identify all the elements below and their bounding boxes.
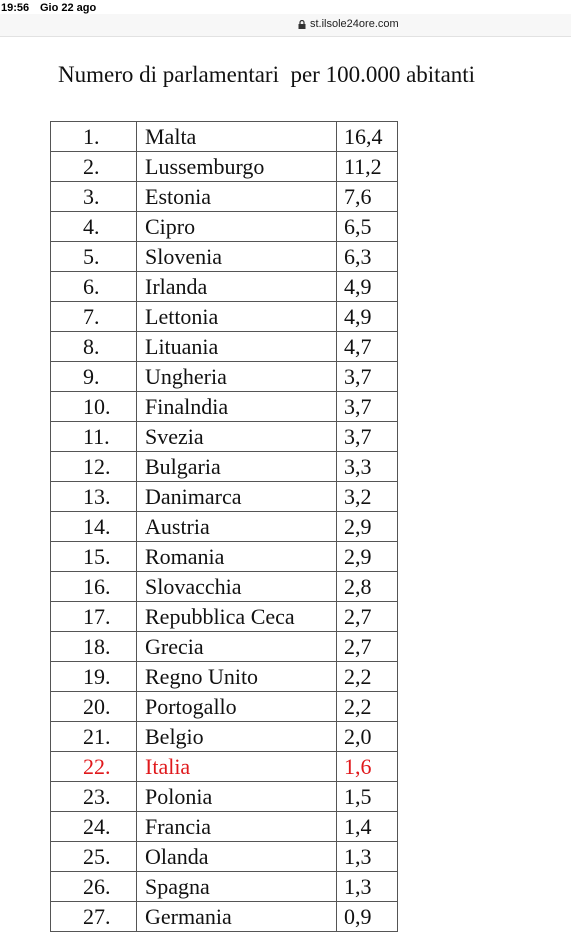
- value-cell: 6,3: [337, 242, 398, 272]
- country-cell: Belgio: [137, 722, 337, 752]
- table-row: [51, 572, 398, 602]
- rank-cell: 11.: [51, 422, 137, 452]
- country-cell: Bulgaria: [137, 452, 337, 482]
- country-cell: Estonia: [137, 182, 337, 212]
- table-row: [51, 212, 398, 242]
- value-cell: 2,8: [337, 572, 398, 602]
- table-row: [51, 512, 398, 542]
- rank-cell: 24.: [51, 812, 137, 842]
- rank-cell: 21.: [51, 722, 137, 752]
- value-cell: 3,7: [337, 422, 398, 452]
- rank-cell: 8.: [51, 332, 137, 362]
- value-cell: 4,9: [337, 272, 398, 302]
- table-row: [51, 752, 398, 782]
- rank-cell: 27.: [51, 902, 137, 932]
- lock-icon: [298, 20, 306, 29]
- value-cell: 1,5: [337, 782, 398, 812]
- value-cell: 2,9: [337, 512, 398, 542]
- table-row: [51, 602, 398, 632]
- rank-cell: 17.: [51, 602, 137, 632]
- country-cell: Regno Unito: [137, 662, 337, 692]
- country-cell: Cipro: [137, 212, 337, 242]
- value-cell: 11,2: [337, 152, 398, 182]
- value-cell: 16,4: [337, 122, 398, 152]
- rank-cell: 4.: [51, 212, 137, 242]
- rank-cell: 1.: [51, 122, 137, 152]
- table-row: [51, 302, 398, 332]
- table-row: [51, 662, 398, 692]
- rank-cell: 5.: [51, 242, 137, 272]
- value-cell: 1,3: [337, 842, 398, 872]
- value-cell: 2,9: [337, 542, 398, 572]
- table-row: [51, 272, 398, 302]
- url-text: st.ilsole24ore.com: [310, 18, 399, 30]
- value-cell: 2,7: [337, 602, 398, 632]
- country-cell: Malta: [137, 122, 337, 152]
- table-row: [51, 692, 398, 722]
- country-cell: Repubblica Ceca: [137, 602, 337, 632]
- rank-cell: 23.: [51, 782, 137, 812]
- table-row: [51, 362, 398, 392]
- table-row: [51, 812, 398, 842]
- table-row: [51, 422, 398, 452]
- rank-cell: 7.: [51, 302, 137, 332]
- table-row: [51, 392, 398, 422]
- value-cell: 6,5: [337, 212, 398, 242]
- url-display[interactable]: [298, 18, 399, 30]
- country-cell: Olanda: [137, 842, 337, 872]
- value-cell: 7,6: [337, 182, 398, 212]
- rank-cell: 19.: [51, 662, 137, 692]
- country-cell: Lituania: [137, 332, 337, 362]
- table-row: [51, 722, 398, 752]
- status-time: 19:56: [1, 2, 30, 14]
- country-cell: Irlanda: [137, 272, 337, 302]
- table-row: [51, 242, 398, 272]
- country-cell: Francia: [137, 812, 337, 842]
- table-row: [51, 872, 398, 902]
- table-row: [51, 332, 398, 362]
- table-row: [51, 632, 398, 662]
- value-cell: 1,4: [337, 812, 398, 842]
- table-row: [51, 482, 398, 512]
- country-cell: Slovacchia: [137, 572, 337, 602]
- country-cell: Finalndia: [137, 392, 337, 422]
- country-cell: Spagna: [137, 872, 337, 902]
- table-row: [51, 122, 398, 152]
- rank-cell: 20.: [51, 692, 137, 722]
- value-cell: 3,3: [337, 452, 398, 482]
- value-cell: 2,0: [337, 722, 398, 752]
- country-cell: Portogallo: [137, 692, 337, 722]
- country-cell: Svezia: [137, 422, 337, 452]
- value-cell: 4,9: [337, 302, 398, 332]
- country-cell: Lussemburgo: [137, 152, 337, 182]
- table-row: [51, 542, 398, 572]
- table-row: [51, 182, 398, 212]
- rank-cell: 9.: [51, 362, 137, 392]
- rank-cell: 10.: [51, 392, 137, 422]
- rank-cell: 22.: [51, 752, 137, 782]
- rank-cell: 16.: [51, 572, 137, 602]
- value-cell: 1,3: [337, 872, 398, 902]
- value-cell: 4,7: [337, 332, 398, 362]
- country-cell: Ungheria: [137, 362, 337, 392]
- value-cell: 2,2: [337, 692, 398, 722]
- country-cell: Danimarca: [137, 482, 337, 512]
- country-cell: Grecia: [137, 632, 337, 662]
- country-cell: Slovenia: [137, 242, 337, 272]
- country-cell: Romania: [137, 542, 337, 572]
- table-row: [51, 152, 398, 182]
- rank-cell: 13.: [51, 482, 137, 512]
- rank-cell: 6.: [51, 272, 137, 302]
- rank-cell: 15.: [51, 542, 137, 572]
- country-cell: Italia: [137, 752, 337, 782]
- status-date: Gio 22 ago: [40, 2, 97, 14]
- country-cell: Lettonia: [137, 302, 337, 332]
- ranking-table-body: [51, 122, 398, 932]
- browser-address-bar[interactable]: [0, 14, 571, 37]
- country-cell: Austria: [137, 512, 337, 542]
- value-cell: 3,2: [337, 482, 398, 512]
- value-cell: 3,7: [337, 392, 398, 422]
- value-cell: 0,9: [337, 902, 398, 932]
- rank-cell: 12.: [51, 452, 137, 482]
- rank-cell: 26.: [51, 872, 137, 902]
- table-row: [51, 842, 398, 872]
- rank-cell: 25.: [51, 842, 137, 872]
- value-cell: 3,7: [337, 362, 398, 392]
- value-cell: 1,6: [337, 752, 398, 782]
- table-row: [51, 452, 398, 482]
- rank-cell: 18.: [51, 632, 137, 662]
- page-title: Numero di parlamentari per 100.000 abitanti: [58, 62, 476, 87]
- rank-cell: 2.: [51, 152, 137, 182]
- value-cell: 2,7: [337, 632, 398, 662]
- table-row: [51, 782, 398, 812]
- table-row: [51, 902, 398, 932]
- rank-cell: 14.: [51, 512, 137, 542]
- country-cell: Germania: [137, 902, 337, 932]
- ranking-table: [50, 121, 398, 932]
- value-cell: 2,2: [337, 662, 398, 692]
- country-cell: Polonia: [137, 782, 337, 812]
- rank-cell: 3.: [51, 182, 137, 212]
